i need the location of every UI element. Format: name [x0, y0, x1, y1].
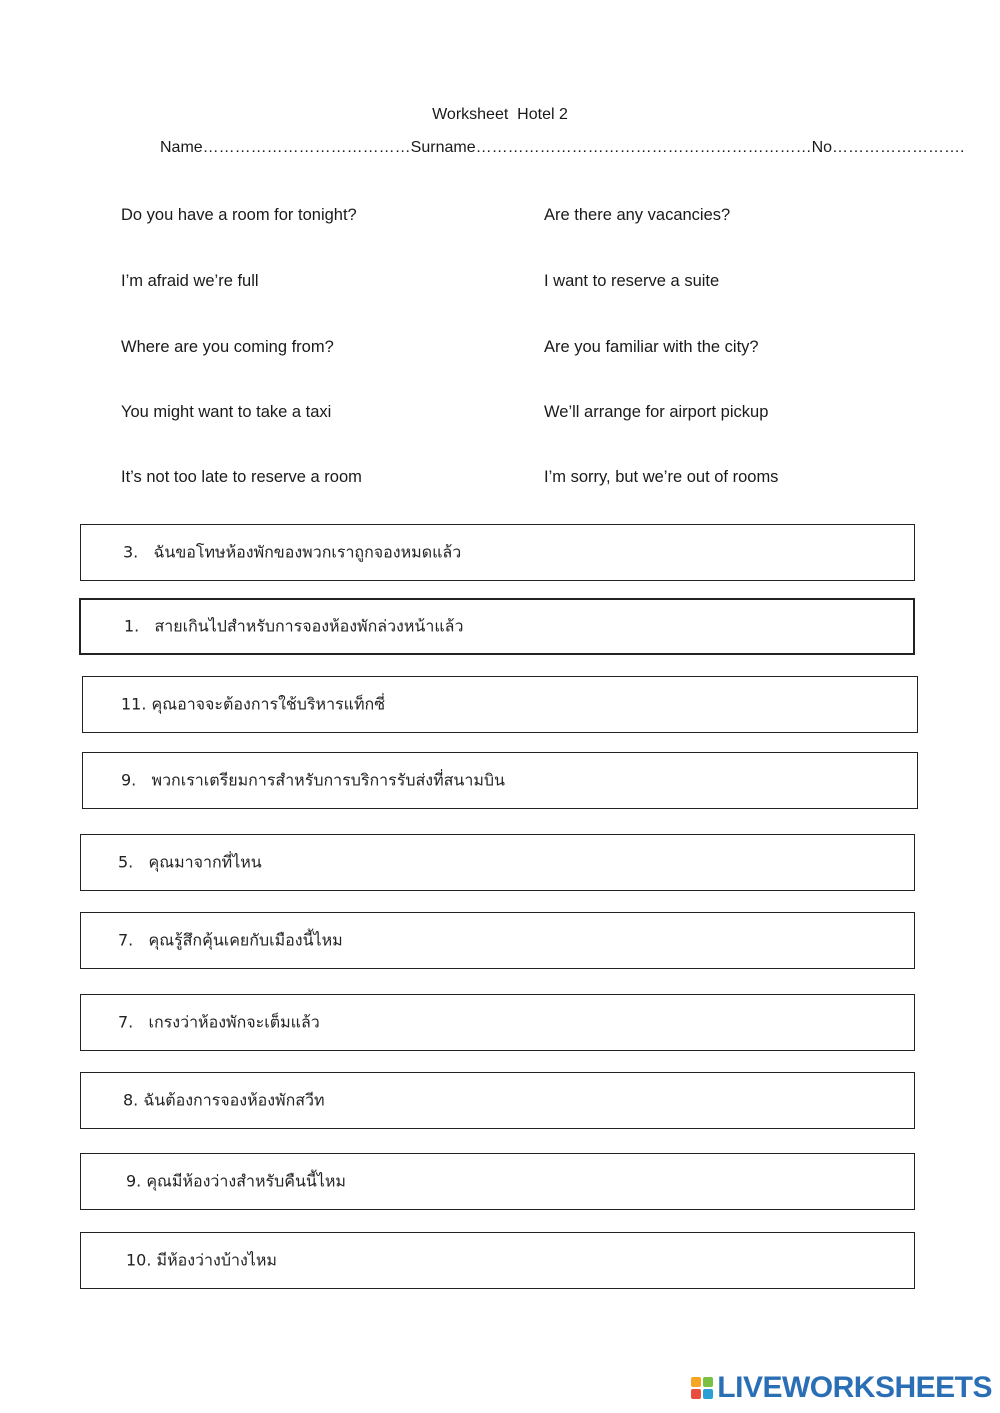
- logo-text: LIVEWORKSHEETS: [717, 1371, 992, 1404]
- phrase-right: I’m sorry, but we’re out of rooms: [544, 468, 779, 486]
- answer-box[interactable]: [80, 1072, 915, 1129]
- name-surname-no-line: Name…………………………………Surname………………………………………………………No…………………….: [160, 139, 965, 156]
- answer-box[interactable]: [82, 676, 918, 733]
- phrase-right: Are you familiar with the city?: [544, 338, 759, 356]
- logo-square: [703, 1377, 713, 1387]
- answer-text: 7. คุณรู้สึกคุ้นเคยกับเมืองนี้ไหม: [118, 930, 343, 949]
- logo-squares-icon: [691, 1377, 713, 1399]
- logo-square: [691, 1377, 701, 1387]
- answer-box[interactable]: [80, 994, 915, 1051]
- answer-box[interactable]: [80, 1232, 915, 1289]
- answer-box[interactable]: [80, 524, 915, 581]
- answer-text: 3. ฉันขอโทษห้องพักของพวกเราถูกจองหมดแล้ว: [123, 542, 462, 561]
- phrase-right: I want to reserve a suite: [544, 272, 720, 290]
- answer-text: 7. เกรงว่าห้องพักจะเต็มแล้ว: [118, 1012, 320, 1031]
- phrase-left: Where are you coming from?: [121, 338, 334, 356]
- phrase-right: Are there any vacancies?: [544, 206, 731, 224]
- phrase-left: It’s not too late to reserve a room: [121, 468, 362, 486]
- answer-text: 9. พวกเราเตรียมการสำหรับการบริการรับส่งที่สนามบิน: [121, 770, 505, 789]
- phrase-right: We’ll arrange for airport pickup: [544, 403, 769, 421]
- logo-square: [691, 1389, 701, 1399]
- answer-text: 10. มีห้องว่างบ้างไหม: [126, 1250, 277, 1269]
- answer-text: 8. ฉันต้องการจองห้องพักสวีท: [123, 1090, 325, 1109]
- answer-box[interactable]: [80, 1153, 915, 1210]
- answer-box[interactable]: [80, 834, 915, 891]
- worksheet-title: Worksheet Hotel 2: [432, 106, 568, 123]
- phrase-left: I’m afraid we’re full: [121, 272, 259, 290]
- logo-square: [703, 1389, 713, 1399]
- answer-text: 1. สายเกินไปสำหรับการจองห้องพักล่วงหน้าแล้ว: [124, 616, 464, 635]
- answer-box[interactable]: [79, 598, 915, 655]
- liveworksheets-logo[interactable]: [691, 1371, 992, 1405]
- answer-text: 9. คุณมีห้องว่างสำหรับคืนนี้ไหม: [126, 1171, 346, 1190]
- phrase-left: You might want to take a taxi: [121, 403, 332, 421]
- answer-box[interactable]: [80, 912, 915, 969]
- answer-text: 5. คุณมาจากที่ไหน: [118, 852, 262, 871]
- answer-text: 11. คุณอาจจะต้องการใช้บริหารแท็กซี่: [121, 694, 386, 713]
- phrase-left: Do you have a room for tonight?: [121, 206, 357, 224]
- answer-box[interactable]: [82, 752, 918, 809]
